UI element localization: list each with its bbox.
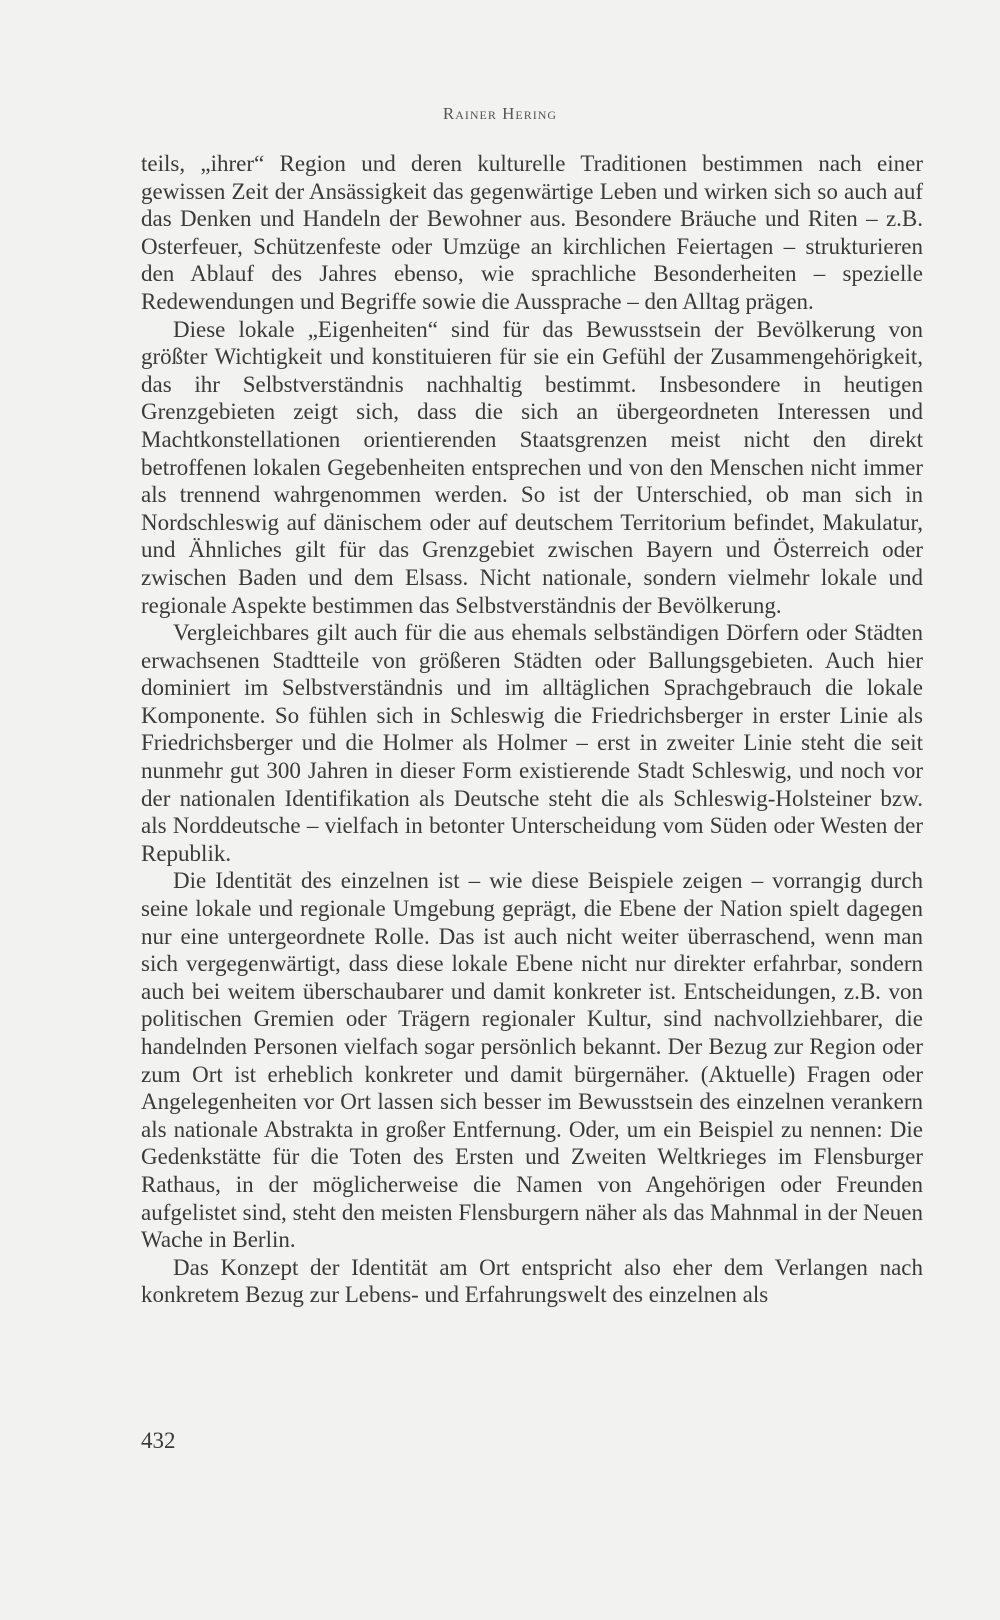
paragraph-2: Diese lokale „Eigenheiten“ sind für das Bewusstsein der Bevölkerung von größter Wichtigkeit und konstituieren für sie ein Gefühl der Zusammengehörigkeit, das ihr Selbstverständnis nachhaltig bestimmt. Insbesondere in heutigen Grenzgebieten zeigt sich, dass die sich an übergeordneten Interessen und Machtkonstellationen orientierenden Staatsgrenzen meist nicht den direkt betroffenen lokalen Gegebenheiten entsprechen und von den Menschen nicht immer als trennend wahrgenommen werden. So ist der Unterschied, ob man sich in Nordschleswig auf dänischem oder auf deutschem Territorium befindet, Makulatur, und Ähnliches gilt für das Grenzgebiet zwischen Bayern und Österreich oder zwischen Baden und dem Elsass. Nicht nationale, sondern vielmehr lokale und regionale Aspekte bestimmen das Selbstverständnis der Bevölkerung. (141, 316, 923, 618)
body-text (141, 150, 923, 1309)
paragraph-5: Das Konzept der Identität am Ort entspricht also eher dem Verlangen nach konkretem Bezug zur Lebens- und Erfahrungswelt des einzelnen als (141, 1254, 923, 1308)
paragraph-4: Die Identität des einzelnen ist – wie diese Beispiele zeigen – vorrangig durch seine lokale und regionale Umgebung geprägt, die Ebene der Nation spielt dagegen nur eine untergeordnete Rolle. Das ist auch nicht weiter überraschend, wenn man sich vergegenwärtigt, dass diese lokale Ebene nicht nur direkter erfahrbar, sondern auch bei weitem überschaubarer und damit konkreter ist. Entscheidungen, z.B. von politischen Gremien oder Trägern regionaler Kultur, sind nachvollziehbarer, die handelnden Personen vielfach sogar persönlich bekannt. Der Bezug zur Region oder zum Ort ist erheblich konkreter und damit bürgernäher. (Aktuelle) Fragen oder Angelegenheiten vor Ort lassen sich besser im Bewusstsein des einzelnen verankern als nationale Abstrakta in großer Entfernung. Oder, um ein Beispiel zu nennen: Die Gedenkstätte für die Toten des Ersten und Zweiten Weltkrieges im Flensburger Rathaus, in der möglicherweise die Namen von Angehörigen oder Freunden aufgelistet sind, steht den meisten Flensburgern näher als das Mahnmal in der Neuen Wache in Berlin. (141, 868, 923, 1253)
paragraph-3: Vergleichbares gilt auch für die aus ehemals selbständigen Dörfern oder Städten erwachsenen Stadtteile von größeren Städten oder Ballungsgebieten. Auch hier dominiert im Selbstverständnis und im alltäglichen Sprachgebrauch die lokale Komponente. So fühlen sich in Schleswig die Friedrichsberger in erster Linie als Friedrichsberger und die Holmer als Holmer – erst in zweiter Linie steht die seit nunmehr gut 300 Jahren in dieser Form existierende Stadt Schleswig, und noch vor der nationalen Identifikation als Deutsche steht die als Schleswig-Holsteiner bzw. als Norddeutsche – vielfach in betonter Unterscheidung vom Süden oder Westen der Republik. (141, 620, 923, 866)
paragraph-1: teils, „ihrer“ Region und deren kulturelle Traditionen bestimmen nach einer gewissen Zeit der Ansässigkeit das gegenwärtige Leben und wirken sich so auch auf das Denken und Handeln der Bewohner aus. Besondere Bräuche und Riten – z.B. Osterfeuer, Schützenfeste oder Umzüge an kirchlichen Feiertagen – strukturieren den Ablauf des Jahres ebenso, wie sprachliche Besonderheiten – spezielle Redewendungen und Begriffe sowie die Aussprache – den Alltag prägen. (141, 151, 923, 314)
running-head-author: Rainer Hering (442, 104, 558, 123)
page-number: 432 (141, 1428, 176, 1453)
